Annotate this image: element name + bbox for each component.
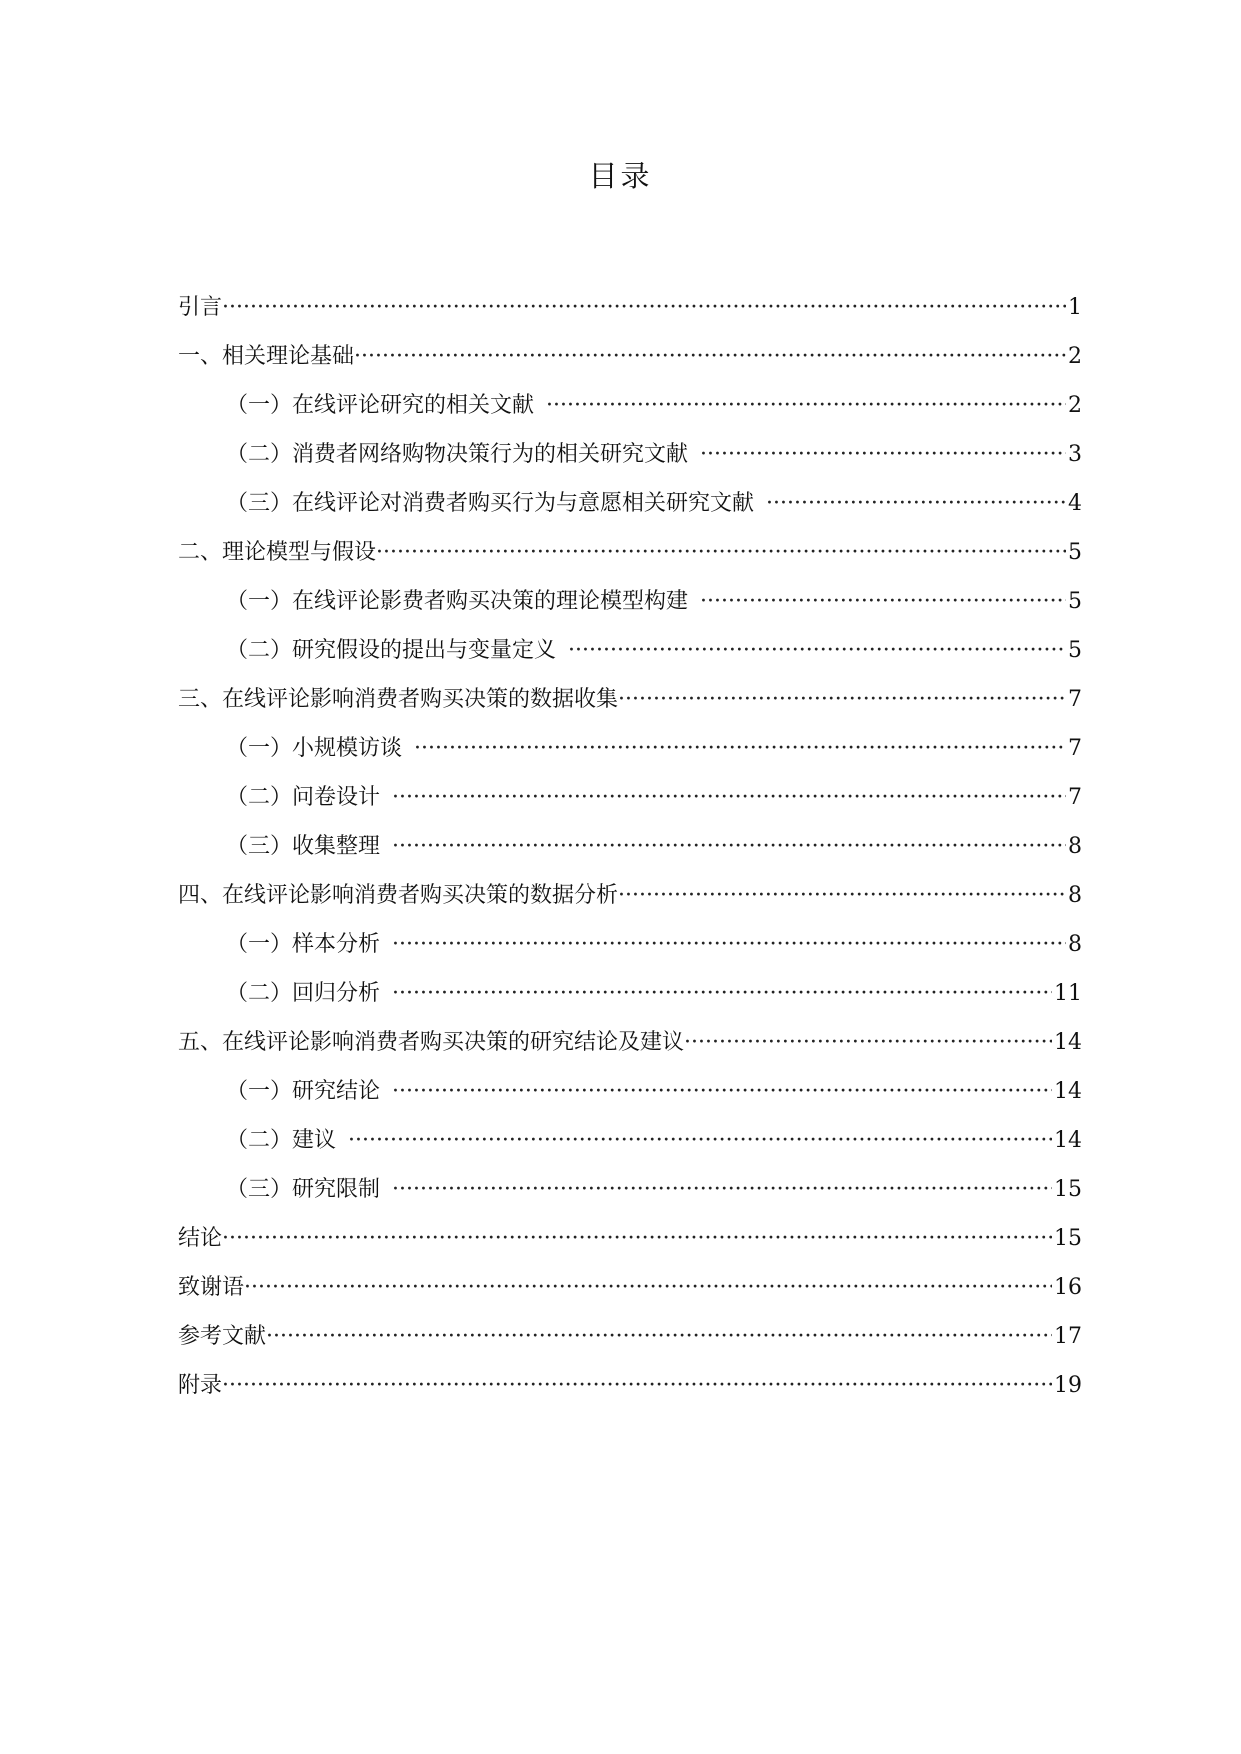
toc-subentry[interactable]: [178, 1165, 1082, 1214]
toc-subentry[interactable]: [178, 381, 1082, 430]
dot-leader: [244, 1263, 1052, 1312]
toc-entry-title: （一）小规模访谈: [226, 736, 403, 761]
toc-entry-title: （三）研究限制: [226, 1177, 381, 1202]
toc-subentry[interactable]: [178, 773, 1082, 822]
toc-entry-title: （二）消费者网络购物决策行为的相关研究文献: [226, 442, 689, 467]
toc-entry[interactable]: [178, 1263, 1082, 1312]
toc-entry-page: 14: [1054, 1128, 1082, 1153]
table-of-contents: [178, 283, 1082, 1410]
toc-entry[interactable]: [178, 332, 1082, 381]
toc-subentry[interactable]: [178, 430, 1082, 479]
dot-leader: [222, 1214, 1052, 1263]
toc-entry-page: 5: [1068, 540, 1082, 565]
dot-leader: [414, 724, 1066, 773]
dot-leader: [568, 626, 1066, 675]
toc-entry-page: 7: [1068, 736, 1082, 761]
toc-entry-title: 一、相关理论基础: [178, 344, 355, 369]
dot-leader: [392, 1067, 1052, 1116]
dot-leader: [222, 1361, 1052, 1410]
toc-subentry[interactable]: [178, 1116, 1082, 1165]
dot-leader: [392, 969, 1052, 1018]
dot-leader: [618, 871, 1066, 920]
toc-subentry[interactable]: [178, 920, 1082, 969]
toc-entry-page: 8: [1068, 834, 1082, 859]
dot-leader: [700, 430, 1066, 479]
toc-entry-title: （一）在线评论影费者购买决策的理论模型构建: [226, 589, 689, 614]
toc-entry-title: （三）在线评论对消费者购买行为与意愿相关研究文献: [226, 491, 755, 516]
toc-entry-title: 四、在线评论影响消费者购买决策的数据分析: [178, 883, 619, 908]
dot-leader: [392, 773, 1066, 822]
toc-entry-page: 5: [1068, 638, 1082, 663]
toc-entry-title: 致谢语: [178, 1275, 245, 1300]
dot-leader: [766, 479, 1066, 528]
dot-leader: [266, 1312, 1052, 1361]
toc-entry-title: （二）建议: [226, 1128, 337, 1153]
toc-entry-page: 8: [1068, 883, 1082, 908]
toc-entry-title: 三、在线评论影响消费者购买决策的数据收集: [178, 687, 619, 712]
toc-entry-title: 参考文献: [178, 1324, 267, 1349]
toc-entry-page: 16: [1054, 1275, 1082, 1300]
toc-entry-page: 15: [1054, 1177, 1082, 1202]
toc-entry-page: 14: [1054, 1030, 1082, 1055]
toc-entry-page: 2: [1068, 393, 1082, 418]
toc-entry-page: 7: [1068, 785, 1082, 810]
dot-leader: [392, 822, 1066, 871]
dot-leader: [700, 577, 1066, 626]
dot-leader: [222, 283, 1066, 332]
toc-entry[interactable]: [178, 1214, 1082, 1263]
toc-entry-page: 1: [1068, 295, 1082, 320]
toc-entry-title: 引言: [178, 295, 223, 320]
toc-entry[interactable]: [178, 871, 1082, 920]
toc-subentry[interactable]: [178, 724, 1082, 773]
toc-entry-title: （一）样本分析: [226, 932, 381, 957]
toc-entry-title: 五、在线评论影响消费者购买决策的研究结论及建议: [178, 1030, 685, 1055]
toc-entry[interactable]: [178, 528, 1082, 577]
toc-entry[interactable]: [178, 283, 1082, 332]
toc-entry-title: （二）回归分析: [226, 981, 381, 1006]
page-title: 目录: [588, 159, 653, 193]
toc-entry-title: （二）问卷设计: [226, 785, 381, 810]
toc-entry-page: 8: [1068, 932, 1082, 957]
toc-entry-page: 5: [1068, 589, 1082, 614]
toc-entry-page: 11: [1054, 981, 1082, 1006]
dot-leader: [348, 1116, 1052, 1165]
toc-entry-page: 19: [1054, 1373, 1082, 1398]
toc-entry[interactable]: [178, 1312, 1082, 1361]
toc-subentry[interactable]: [178, 479, 1082, 528]
toc-subentry[interactable]: [178, 969, 1082, 1018]
toc-entry-page: 15: [1054, 1226, 1082, 1251]
toc-entry-title: 结论: [178, 1226, 223, 1251]
dot-leader: [618, 675, 1066, 724]
dot-leader: [684, 1018, 1052, 1067]
toc-entry-page: 3: [1068, 442, 1082, 467]
toc-entry-page: 4: [1068, 491, 1082, 516]
toc-entry-title: （三）收集整理: [226, 834, 381, 859]
toc-entry[interactable]: [178, 1018, 1082, 1067]
toc-entry-page: 17: [1054, 1324, 1082, 1349]
toc-entry-title: （一）研究结论: [226, 1079, 381, 1104]
dot-leader: [354, 332, 1066, 381]
dot-leader: [392, 1165, 1052, 1214]
toc-entry-page: 7: [1068, 687, 1082, 712]
toc-entry-page: 14: [1054, 1079, 1082, 1104]
toc-subentry[interactable]: [178, 626, 1082, 675]
dot-leader: [392, 920, 1066, 969]
toc-subentry[interactable]: [178, 822, 1082, 871]
toc-entry[interactable]: [178, 1361, 1082, 1410]
dot-leader: [376, 528, 1066, 577]
toc-subentry[interactable]: [178, 1067, 1082, 1116]
toc-entry-title: （二）研究假设的提出与变量定义: [226, 638, 557, 663]
toc-entry[interactable]: [178, 675, 1082, 724]
toc-entry-title: 二、理论模型与假设: [178, 540, 377, 565]
toc-entry-title: 附录: [178, 1373, 223, 1398]
toc-subentry[interactable]: [178, 577, 1082, 626]
toc-entry-page: 2: [1068, 344, 1082, 369]
dot-leader: [546, 381, 1066, 430]
toc-entry-title: （一）在线评论研究的相关文献: [226, 393, 535, 418]
